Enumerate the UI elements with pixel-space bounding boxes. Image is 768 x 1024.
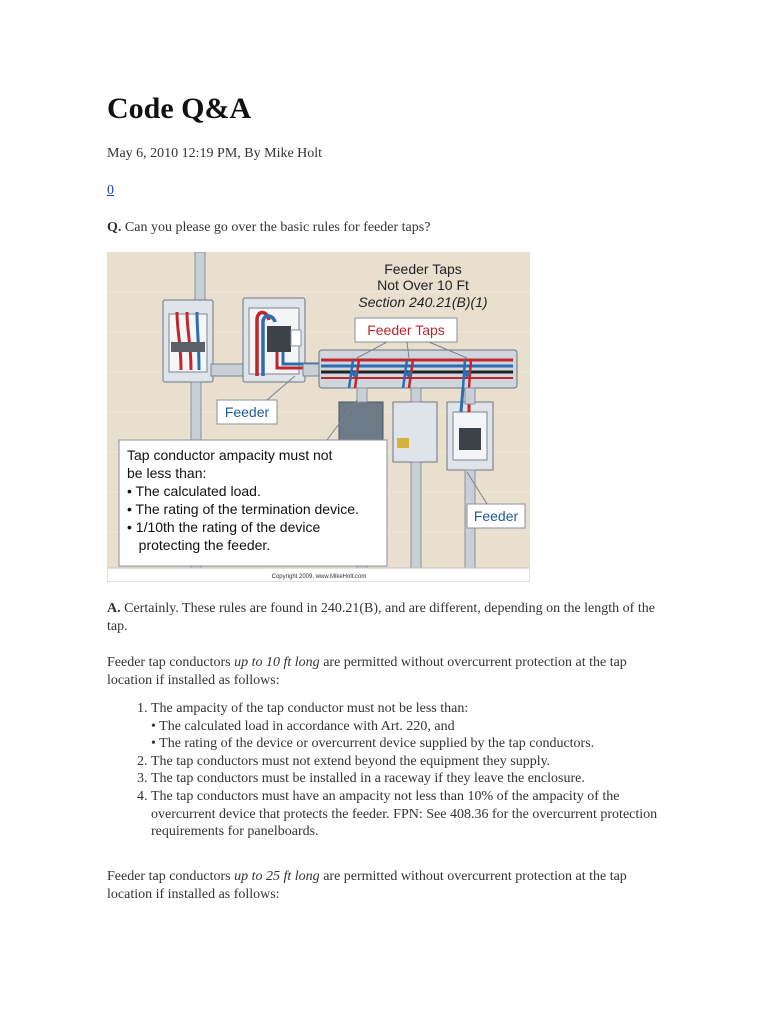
question-text: Can you please go over the basic rules for feeder taps?: [121, 220, 431, 235]
list-item-text: The tap conductors must be installed in a raceway if they leave the enclosure.: [151, 771, 585, 787]
list-item: [151, 700, 685, 753]
list-item: [151, 770, 685, 788]
paragraph-25ft-tail: are permitted without overcurrent protection at the tap location if installed as follows:: [107, 869, 627, 902]
note-line-3: • The calculated load.: [127, 483, 261, 499]
list-item-text: The tap conductors must not extend beyond the equipment they supply.: [151, 753, 551, 769]
answer: [107, 600, 663, 636]
list-item: [151, 788, 685, 841]
figure-title-line-2: Not Over 10 Ft: [377, 277, 469, 293]
figure-title-line-3: Section 240.21(B)(1): [358, 294, 488, 310]
note-line-4: • The rating of the termination device.: [127, 501, 359, 517]
paragraph-10ft-tail: are permitted without overcurrent protection at the tap location if installed as follows:: [107, 655, 627, 688]
list-item-subtext: • The rating of the device or overcurrent device supplied by the tap conductors.: [151, 736, 595, 752]
paragraph-25ft-lead: Feeder tap conductors: [107, 869, 235, 884]
figure-title-line-1: Feeder Taps: [384, 261, 462, 277]
paragraph-10ft-emphasis: up to 10 ft long: [234, 655, 320, 670]
taps-callout-label: Feeder Taps: [367, 322, 445, 338]
feeder-callout-right-label: Feeder: [473, 508, 519, 524]
comment-count-link[interactable]: 0: [107, 183, 114, 198]
question: [107, 219, 663, 237]
list-item: [151, 753, 685, 771]
list-item-subtext: • The calculated load in accordance with Art. 220, and: [151, 718, 455, 734]
feeder-taps-illustration: [107, 252, 530, 582]
question-label: Q.: [107, 220, 122, 235]
paragraph-25ft: [107, 868, 663, 904]
paragraph-10ft-lead: Feeder tap conductors: [107, 655, 235, 670]
page-title: Code Q&A: [107, 92, 252, 125]
note-line-2: be less than:: [127, 465, 207, 481]
answer-label: A.: [107, 601, 121, 616]
answer-text: Certainly. These rules are found in 240.21(B), and are different, depending on the length of the tap.: [107, 601, 655, 634]
paragraph-25ft-emphasis: up to 25 ft long: [234, 869, 320, 884]
feeder-callout-left-label: Feeder: [224, 404, 270, 420]
article-meta: May 6, 2010 12:19 PM, By Mike Holt: [107, 146, 323, 161]
figure-copyright: Copyright 2009, www.MikeHolt.com: [271, 574, 367, 580]
note-line-5: • 1/10th the rating of the device: [127, 519, 321, 535]
tap-rules-list: [129, 700, 685, 841]
list-item-text: The ampacity of the tap conductor must not be less than:: [151, 701, 469, 716]
note-line-1: Tap conductor ampacity must not: [127, 447, 333, 463]
paragraph-10ft: [107, 654, 663, 690]
list-item-text: The tap conductors must have an ampacity not less than 10% of the ampacity of the overcurrent device that protects the feeder. FPN: See 408.36 for the overcurrent protection requirements for panelboards.: [151, 788, 658, 840]
note-line-6: protecting the feeder.: [127, 537, 271, 553]
